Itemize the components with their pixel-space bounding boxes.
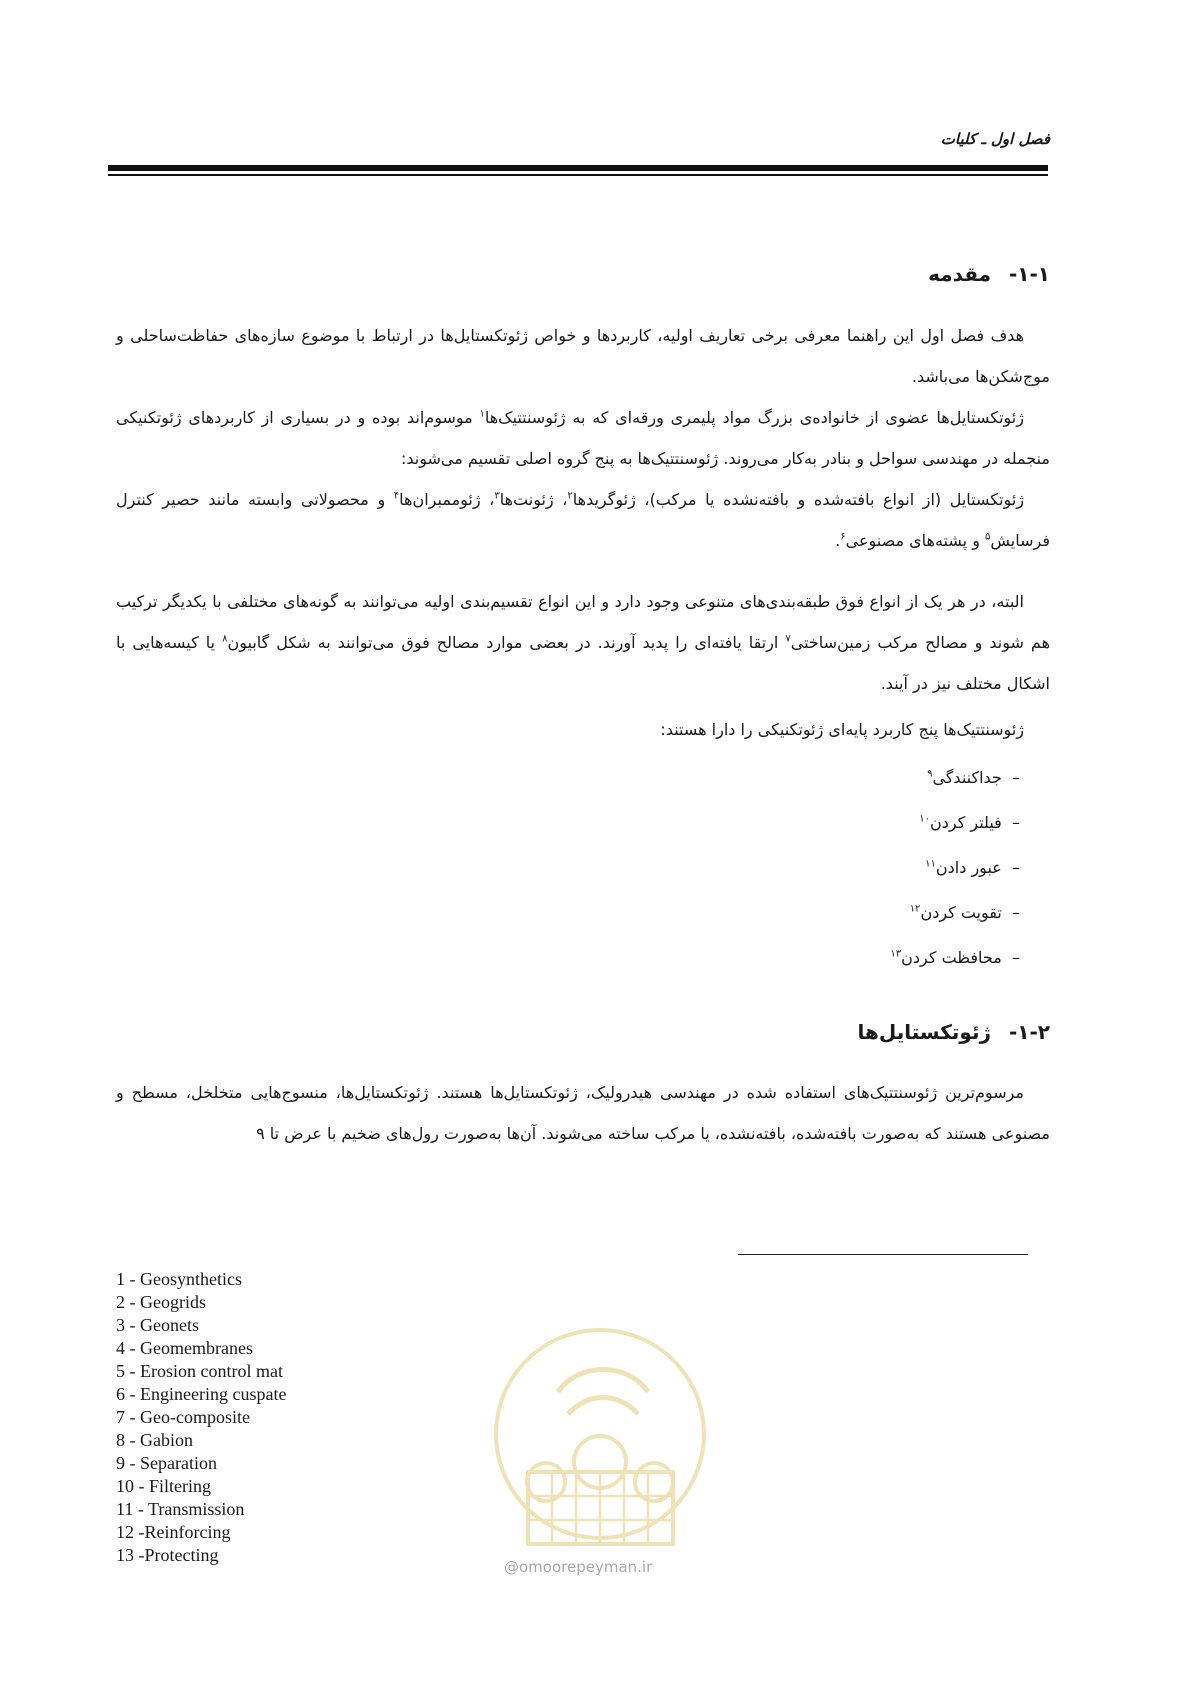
uses-list xyxy=(890,755,1020,980)
footnote-item: 1 - Geosynthetics xyxy=(116,1269,242,1289)
list-item: – جداکنندگی$^۹$ xyxy=(890,755,1020,800)
footnote-item: 13 -Protecting xyxy=(116,1545,219,1565)
footnote-rule xyxy=(738,1254,1028,1255)
section-title: مقدمه xyxy=(928,262,991,286)
footnote-ref: ۵ xyxy=(985,531,991,543)
list-item: – تقویت کردن$^{۱۲}$ xyxy=(890,890,1020,935)
footnote-ref: ۷ xyxy=(785,633,791,645)
footnote-ref: ۴ xyxy=(393,490,400,502)
paragraph-uses-intro: ژئوسنتتیک‌ها پنج کاربرد پایه‌ای ژئوتکنیکی را دارا هستند: xyxy=(660,720,1024,739)
footnotes-list xyxy=(116,1268,286,1567)
footnote-ref: ۲ xyxy=(567,490,573,502)
footnote-item: 4 - Geomembranes xyxy=(116,1338,253,1358)
section-title: ژئوتکستایل‌ها xyxy=(857,1020,991,1044)
footnote-item: 9 - Separation xyxy=(116,1453,217,1473)
paragraph-purpose: هدف فصل اول این راهنما معرفی برخی تعاریف اولیه، کاربردها و خواص ژئوتکستایل‌ها در ارتباط با موضوع سازه‌های حفاظت‌ساحلی و موج‌شکن‌ها می‌باشد. xyxy=(116,326,1050,386)
footnote-item: 7 - Geo-composite xyxy=(116,1407,250,1427)
section-number: ۱-۲- xyxy=(1008,1020,1050,1044)
running-header: فصل اول ـ کلیات xyxy=(940,130,1050,148)
footnote-item: 10 - Filtering xyxy=(116,1476,211,1496)
footnote-item: 2 - Geogrids xyxy=(116,1292,206,1312)
footnote-item: 6 - Engineering cuspate xyxy=(116,1384,287,1404)
footnote-item: 3 - Geonets xyxy=(116,1315,199,1335)
footnote-ref: ۱ xyxy=(479,408,485,420)
section-number: ۱-۱- xyxy=(1008,262,1050,286)
watermark-caption: @omoorepeyman.ir xyxy=(504,1558,653,1576)
list-item: – عبور دادن$^{۱۱}$ xyxy=(890,845,1020,890)
footnote-item: 5 - Erosion control mat xyxy=(116,1361,283,1381)
footnote-ref: ۸ xyxy=(222,633,228,645)
footnote-item: 11 - Transmission xyxy=(116,1499,245,1519)
footnote-item: 8 - Gabion xyxy=(116,1430,193,1450)
watermark-logo-icon xyxy=(488,1322,713,1557)
paragraph-groups: ژئوتکستایل (از انواع بافته‌شده و بافته‌نشده یا مرکب)، ژئوگریدها$^۲$، ژئونت‌ها$^۳$، ژئوممبران‌ها$^۴$ و محصولاتی وابسته مانند حصیر کنترل فرسایش$^۵$ و پشته‌های مصنوعی$^۶$. xyxy=(116,490,1050,550)
footnote-ref: ۶ xyxy=(840,531,846,543)
paragraph-geosynthetics: ژئوتکستایل‌ها عضوی از خانواده‌ی بزرگ مواد پلیمری ورقه‌ای که به ژئوسنتتیک‌ها$^۱$ موسوم‌اند بوده و در بسیاری از کاربردهای ژئوتکنیکی منجمله در مهندسی سواحل و بنادر به‌کار می‌روند. ژئوسنتتیک‌ها به پنج گروه اصلی تقسیم می‌شوند: xyxy=(116,408,1050,468)
header-rule xyxy=(108,165,1048,176)
paragraph-geotextiles: مرسوم‌ترین ژئوسنتتیک‌های استفاده شده در مهندسی هیدرولیک، ژئوتکستایل‌ها هستند. ژئوتکستایل‌ها، منسوج‌هایی متخلخل، مسطح و مصنوعی هستند که به‌صورت بافته‌شده، بافته‌نشده، یا مرکب ساخته می‌شوند. آن‌ها به‌صورت رول‌های ضخیم با عرض تا ۹ xyxy=(116,1083,1050,1143)
list-item: – محافظت کردن$^{۱۳}$ xyxy=(890,935,1020,980)
paragraph-classification: البته، در هر یک از انواع فوق طبقه‌بندی‌های متنوعی وجود دارد و این انواع تقسیم‌بندی اولیه می‌توانند به گونه‌های مختلفی با یکدیگر ترکیب هم شوند و مصالح مرکب زمین‌ساختی$^۷$ ارتقا یافته‌ای را پدید آورند. در بعضی موارد مصالح فوق می‌توانند به شکل گابیون$^۸$ یا کیسه‌هایی با اشکال مختلف نیز در آیند. xyxy=(116,592,1051,693)
section-heading-intro xyxy=(928,262,1050,286)
footnote-item: 12 -Reinforcing xyxy=(116,1522,231,1542)
footnote-ref: ۳ xyxy=(494,490,500,502)
list-item: – فیلتر کردن$^{۱۰}$ xyxy=(890,800,1020,845)
section-heading-geotextiles xyxy=(858,1020,1051,1044)
